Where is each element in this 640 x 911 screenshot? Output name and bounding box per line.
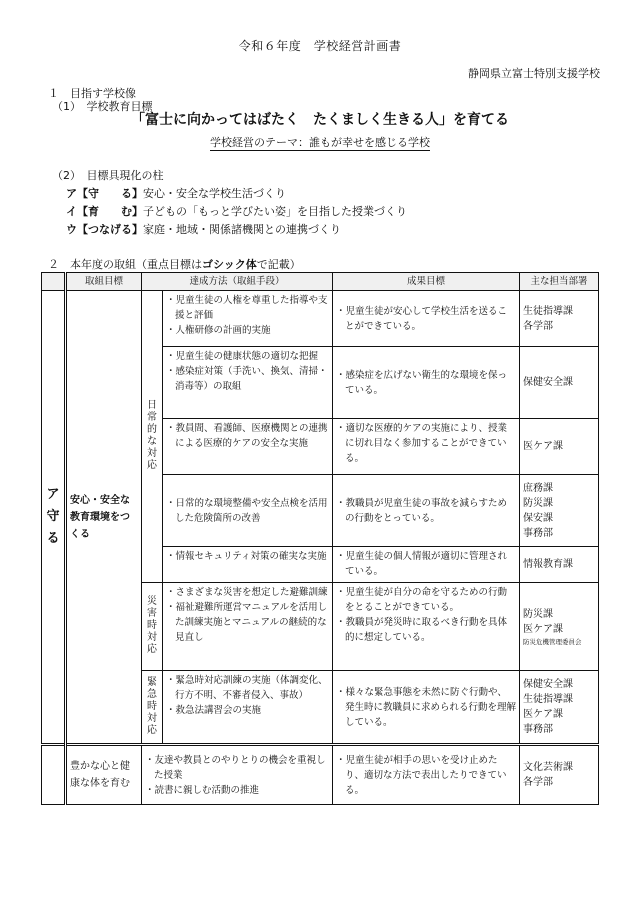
result-item: ・様々な緊急事態を未然に防ぐ行動や、発生時に教職員に求められる行動を理解している。 — [336, 686, 517, 728]
dept-cell — [520, 583, 599, 671]
dept-item: 庶務課 — [523, 482, 554, 494]
method-cell — [163, 583, 333, 671]
document-title: 令和６年度 学校経営計画書 — [238, 39, 402, 53]
school-slogan: 「富士に向かってはばたく たくましく生きる人」を育てる — [131, 112, 509, 128]
management-theme — [0, 134, 640, 150]
method-cell — [163, 671, 333, 745]
result-cell — [333, 347, 520, 419]
header-dept: 主な担当部署 — [520, 273, 599, 291]
method-item: ・教員間、看護師、医療機関との連携による医療的ケアの安全な実施 — [166, 423, 328, 449]
pillar-a-text: 安心・安全な学校生活づくり — [143, 187, 286, 200]
dept-item: 各学部 — [523, 320, 554, 332]
method-item: ・感染症対策（手洗い、換気、清掃・消毒等）の取組 — [166, 366, 328, 392]
pillar-b-tag: イ【育 む】 — [66, 205, 143, 218]
pillar-a-label: ア守る — [46, 487, 60, 546]
dept-cell — [520, 745, 599, 805]
method-item: ・情報セキュリティ対策の確実な実施 — [166, 551, 327, 562]
dept-cell — [520, 291, 599, 347]
result-cell — [333, 547, 520, 583]
result-item: ・教職員が児童生徒の事故を減らすための行動をとっている。 — [336, 497, 508, 524]
dept-item: 医ケア課 — [523, 623, 564, 635]
school-name: 静岡県立富士特別支援学校 — [468, 67, 600, 80]
method-item: ・さまざまな災害を想定した避難訓練 — [166, 587, 328, 598]
section1-sub2: （2） 目標具現化の柱 — [52, 169, 164, 182]
result-item: ・児童生徒が自分の命を守るための行動をとることができている。 — [336, 587, 508, 613]
method-item: ・友達や教員とのやりとりの機会を重視した授業 — [145, 754, 326, 781]
section2-heading-a: ２ 本年度の取組（重点目標は — [48, 258, 202, 271]
section2-heading — [48, 256, 301, 272]
pillar-a — [66, 185, 286, 201]
dept-item: 防災課 — [523, 608, 554, 620]
pillar-b-cell — [42, 745, 66, 805]
result-item: ・教職員が発災時に取るべき行動を具体的に想定している。 — [336, 617, 508, 643]
dept-cell — [520, 547, 599, 583]
dept-item: 保健安全課 — [523, 679, 574, 690]
dept-item: 保健安全課 — [523, 377, 574, 388]
result-cell — [333, 291, 520, 347]
header-result: 成果目標 — [333, 273, 520, 291]
category-emergency-label: 緊急時対応 — [147, 676, 157, 736]
pillar-c-text: 家庭・地域・関係諸機関との連携づくり — [143, 223, 341, 236]
method-item: ・児童生徒の健康状態の適切な把握 — [166, 351, 319, 362]
pillar-c — [66, 221, 341, 237]
result-cell — [333, 583, 520, 671]
pillar-c-tag: ウ【つなげる】 — [66, 223, 143, 236]
method-item: ・児童生徒の人権を尊重した指導や支援と評価 — [166, 295, 328, 321]
dept-item: 医ケア課 — [523, 709, 564, 720]
method-cell — [163, 291, 333, 347]
header-goal: 取組目標 — [66, 273, 142, 291]
header-pillar-blank — [42, 273, 66, 291]
result-cell — [333, 475, 520, 547]
dept-item: 生徒指導課 — [523, 694, 574, 705]
table-row — [42, 291, 599, 347]
pillar-b — [66, 203, 407, 219]
dept-cell — [520, 475, 599, 547]
table-header-row — [42, 273, 599, 291]
result-item: ・感染症を広げない衛生的な環境を保っている。 — [336, 369, 508, 396]
dept-cell — [520, 347, 599, 419]
dept-item: 保安課 — [523, 512, 554, 524]
dept-cell — [520, 419, 599, 475]
method-item: ・福祉避難所運営マニュアルを活用した訓練実施とマニュアルの継続的な見直し — [166, 602, 328, 643]
section2-heading-b: ゴシック体 — [202, 258, 257, 271]
method-cell — [163, 547, 333, 583]
result-cell — [333, 745, 520, 805]
dept-item: 事務部 — [523, 527, 554, 539]
result-item: ・児童生徒が相手の思いを受け止めたり、適切な方法で表出したりできている。 — [336, 754, 507, 796]
goal-a-cell: 安心・安全な教育環境をつくる — [66, 291, 142, 745]
category-disaster — [142, 583, 163, 671]
goal-b-cell: 豊かな心と健康な体を育む — [66, 745, 142, 805]
dept-item: 生徒指導課 — [523, 305, 574, 317]
result-cell — [333, 671, 520, 745]
dept-item: 文化芸術課 — [523, 762, 574, 773]
method-cell — [163, 347, 333, 419]
category-emergency — [142, 671, 163, 745]
method-cell — [163, 419, 333, 475]
section1-heading: １ 目指す学校像 — [48, 87, 136, 100]
category-disaster-label: 災害時対応 — [147, 596, 157, 655]
pillar-b-text: 子どもの「もっと学びたい姿」を目指した授業づくり — [143, 205, 407, 218]
header-method: 達成方法（取組手段） — [142, 273, 333, 291]
category-daily — [142, 291, 163, 583]
method-item: ・人権研修の計画的実施 — [166, 325, 271, 336]
category-daily-label: 日常的な対応 — [147, 400, 157, 471]
dept-item: 事務部 — [523, 724, 554, 735]
management-theme-text: 学校経営のテーマ：誰もが幸せを感じる学校 — [210, 136, 430, 149]
method-item: ・日常的な環境整備や安全点検を活用した危険箇所の改善 — [166, 497, 328, 524]
dept-item: 医ケア課 — [523, 441, 564, 452]
result-item: ・児童生徒の個人情報が適切に管理されている。 — [336, 551, 508, 577]
result-item: ・適切な医療的ケアの実施により、授業に切れ目なく参加することができている。 — [336, 423, 508, 464]
plan-table — [41, 272, 599, 805]
section2-heading-c: で記載） — [256, 258, 301, 271]
dept-cell — [520, 671, 599, 745]
pillar-a-tag: ア【守 る】 — [66, 187, 143, 200]
method-cell — [142, 745, 333, 805]
dept-item: 情報教育課 — [523, 559, 574, 570]
result-cell — [333, 419, 520, 475]
method-item: ・読書に親しむ活動の推進 — [145, 784, 260, 796]
dept-item: 防災課 — [523, 497, 554, 509]
section1-sub1: （1） 学校教育目標 — [52, 100, 153, 113]
table-row — [42, 745, 599, 805]
result-item: ・児童生徒が安心して学校生活を送ることができている。 — [336, 305, 508, 332]
pillar-a-cell — [42, 291, 66, 745]
dept-item: 各学部 — [523, 777, 554, 788]
dept-small-item: 防災危機管理委員会 — [523, 637, 582, 646]
method-item: ・救急法講習会の実施 — [166, 705, 262, 716]
method-item: ・緊急時対応訓練の実施（体調変化、行方不明、不審者侵入、事故） — [166, 675, 328, 701]
method-cell — [163, 475, 333, 547]
